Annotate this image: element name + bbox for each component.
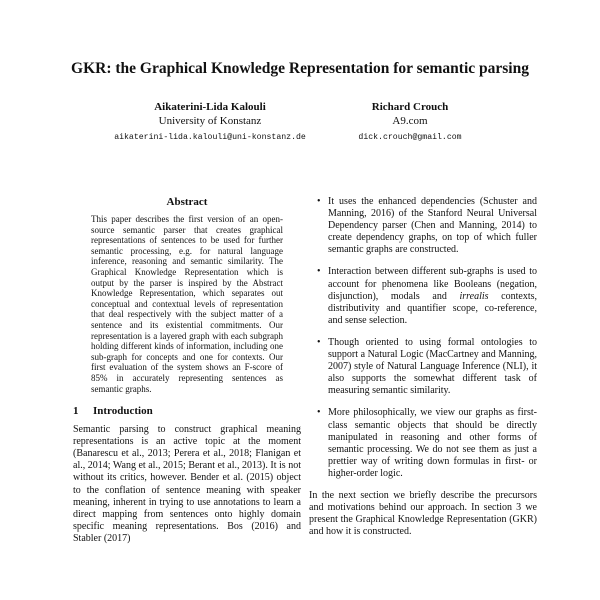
abstract-text: This paper describes the first version of an open-source semantic parser that creates graphical representations of sentences to be used for further semantic processing, e.g. for natural language inference, reasoning and semantic similarity. The Graphical Knowledge Representation which is output by the parser is inspired by the Abstract Knowledge Representation, which separates out conceptual and contextual levels of representation that deal respectively with the subject matter of a sentence and its existential commitments. Our representation is a layered graph with each subgraph holding different kinds of information, including one sub-graph for concepts and one for contexts. Our first evaluation of the system shows an F-score of 85% in accurately representing sentences as semantic graphs. — [91, 214, 283, 394]
author-email: dick.crouch@gmail.com — [358, 133, 462, 142]
list-item: • It uses the enhanced dependencies (Schuster and Manning, 2016) of the Stanford Neural Universal Dependency parser (Chen and Manning, 2014) to create dependency graphs, on top of which fuller semantic graphs are constructed. — [317, 196, 537, 256]
list-item: • Interaction between different sub-graphs is used to account for phenomena like Booleans (negation, disjunction), modals and irrealis contexts, distributivity and quantifier scope, co-reference, and sense selection. — [317, 266, 537, 326]
bullet-icon: • — [317, 196, 321, 207]
author-affiliation: University of Konstanz — [158, 115, 262, 127]
author-2 — [280, 100, 540, 145]
left-column — [73, 196, 301, 545]
section-heading-introduction — [73, 405, 301, 417]
bullet-icon: • — [317, 407, 321, 419]
paper-title: GKR: the Graphical Knowledge Representation for semantic parsing — [71, 60, 529, 77]
list-item: • More philosophically, we view our graphs as first-class semantic objects that should be directly manipulated in reasoning and other forms of semantic processing. We do not see them as just a prettier way of writing down formulas in first- or higher-order logic. — [317, 407, 537, 479]
abstract-heading: Abstract — [166, 196, 208, 208]
author-name: Aikaterini-Lida Kalouli — [154, 101, 266, 113]
introduction-paragraph: Semantic parsing to construct graphical meaning representations is an active topic at the moment (Banarescu et al., 2013; Perera et al., 2018; Flanigan et al., 2014; Wang et al., 2015; Berant et al., 2013). It is not without its critics, however. Bender et al. (2015) object to the conflation of sentence meaning with speaker meaning, inherent in trying to use annotations to learn a direct mapping from sentences onto highly domain specific meaning representations. Bos (2016) and Stabler (2017) — [73, 424, 301, 544]
contribution-list — [309, 196, 537, 480]
section-number: 1 — [73, 405, 79, 418]
author-affiliation: A9.com — [392, 115, 428, 127]
section-title: Introduction — [93, 405, 153, 418]
author-email: aikaterini-lida.kalouli@uni-konstanz.de — [114, 133, 306, 142]
right-column — [309, 196, 537, 538]
bullet-icon: • — [317, 266, 321, 278]
list-item: • Though oriented to using formal ontologies to support a Natural Logic (MacCartney and Manning, 2007) style of Natural Language Inference (NLI), it also supports the somewhat different task of measuring semantic similarity. — [317, 336, 537, 397]
author-name: Richard Crouch — [371, 101, 449, 113]
closing-paragraph: In the next section we briefly describe the precursors and motivations behind our approach. In section 3 we present the Graphical Knowledge Representation (GKR) and how it is constructed. — [309, 489, 537, 538]
bullet-icon: • — [317, 336, 321, 348]
